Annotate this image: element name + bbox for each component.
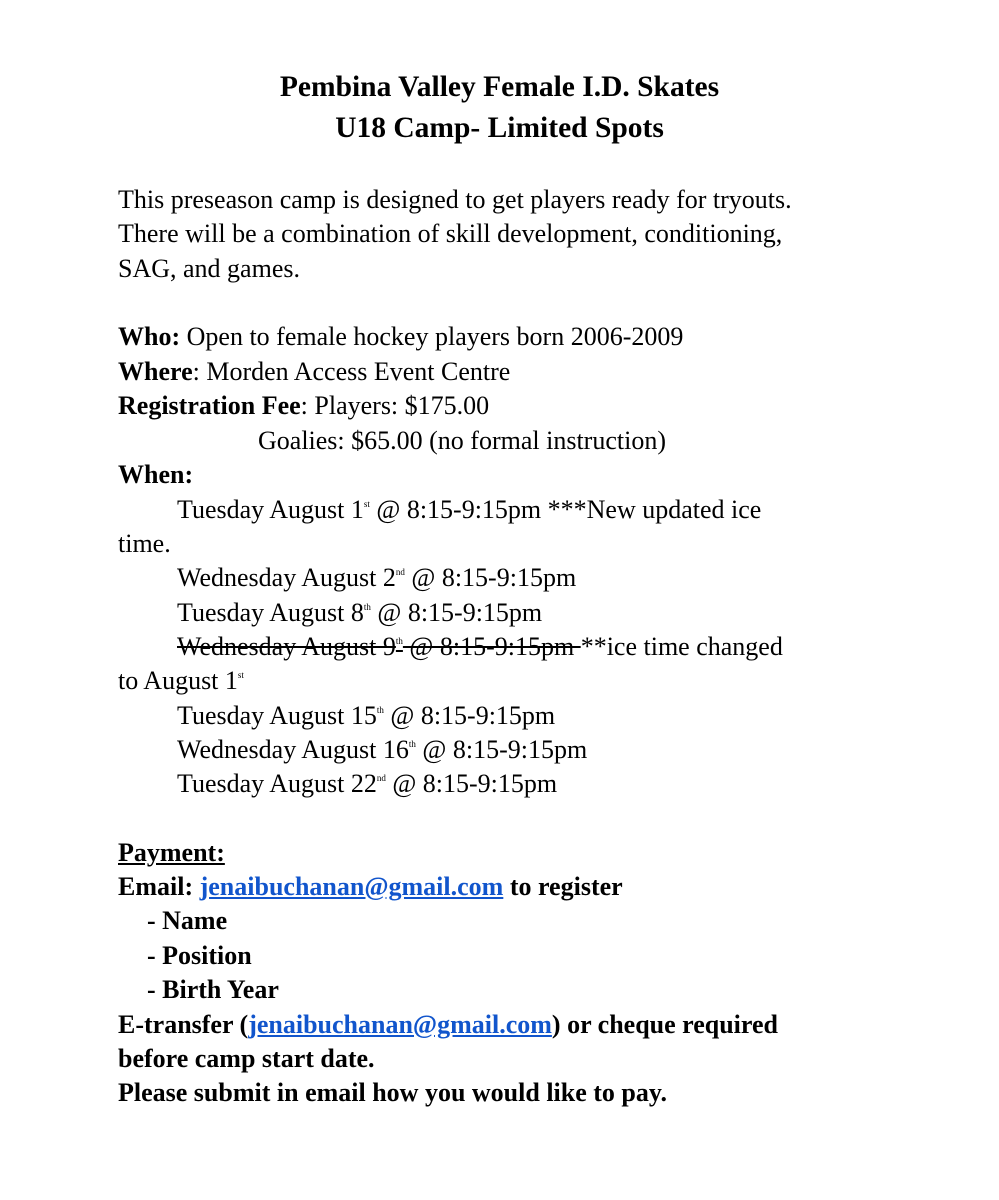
when-label: When: — [118, 460, 194, 489]
fee-row — [118, 389, 489, 423]
payment-heading: Payment: — [118, 838, 225, 867]
ice-time-note: **ice time changed — [580, 632, 783, 661]
requirement-position: - Position — [147, 941, 252, 970]
fee-label: Registration Fee — [118, 391, 301, 420]
session-2: Wednesday August 2nd @ 8:15-9:15pm — [177, 563, 577, 592]
submit-instruction: Please submit in email how you would like to pay. — [118, 1078, 667, 1107]
requirement-name: - Name — [147, 906, 228, 935]
session-7: Tuesday August 22nd @ 8:15-9:15pm — [177, 769, 558, 798]
email-row — [118, 870, 623, 904]
who-value: Open to female hockey players born 2006-2009 — [180, 322, 684, 351]
session-4-cancelled — [177, 630, 783, 664]
who-row — [118, 320, 683, 354]
fee-players: : Players: $175.00 — [300, 391, 490, 420]
fee-goalies: Goalies: $65.00 (no formal instruction) — [258, 426, 666, 455]
etransfer-email-link[interactable]: jenaibuchanan@gmail.com — [248, 1010, 552, 1039]
email-suffix: to register — [503, 872, 623, 901]
where-row — [118, 355, 510, 389]
cancelled-session: Wednesday August 9th @ 8:15-9:15pm — [177, 632, 581, 661]
email-label: Email: — [118, 872, 200, 901]
session-4-wrap: to August 1st — [118, 666, 244, 695]
page-subtitle: U18 Camp- Limited Spots — [335, 112, 664, 144]
session-5: Tuesday August 15th @ 8:15-9:15pm — [177, 701, 556, 730]
intro-line-2: There will be a combination of skill development, conditioning, — [118, 219, 783, 248]
who-label: Who: — [118, 322, 181, 351]
session-3: Tuesday August 8th @ 8:15-9:15pm — [177, 598, 543, 627]
session-1-wrap: time. — [118, 529, 171, 558]
etransfer-row: E-transfer (jenaibuchanan@gmail.com) or cheque required — [118, 1010, 778, 1039]
intro-line-3: SAG, and games. — [118, 254, 300, 283]
page-title: Pembina Valley Female I.D. Skates — [279, 71, 720, 103]
intro-line-1: This preseason camp is designed to get players ready for tryouts. — [118, 185, 792, 214]
email-link[interactable]: jenaibuchanan@gmail.com — [199, 872, 504, 901]
requirement-birth-year: - Birth Year — [147, 975, 279, 1004]
where-value: : Morden Access Event Centre — [192, 357, 511, 386]
where-label: Where — [118, 357, 193, 386]
session-1: Tuesday August 1st @ 8:15-9:15pm ***New updated ice — [177, 495, 762, 524]
session-6: Wednesday August 16th @ 8:15-9:15pm — [177, 735, 588, 764]
etransfer-wrap: before camp start date. — [118, 1044, 375, 1073]
